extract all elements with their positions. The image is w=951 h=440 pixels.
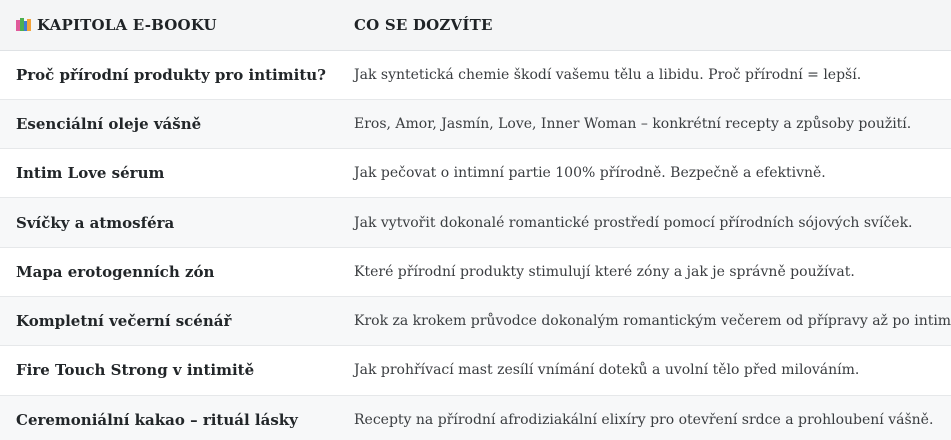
chapter-cell: Proč přírodní produkty pro intimitu? xyxy=(16,65,326,84)
description-cell: Jak syntetická chemie škodí vašemu tělu a libidu. Proč přírodní = lepší. xyxy=(354,66,862,83)
description-cell: Které přírodní produkty stimulují které zóny a jak je správně používat. xyxy=(354,263,855,280)
chapter-cell: Svíčky a atmosféra xyxy=(16,213,175,232)
table-header xyxy=(0,0,951,50)
table-row xyxy=(0,247,951,296)
header-chapter xyxy=(0,0,338,50)
chapter-cell: Esenciální oleje vášně xyxy=(16,114,202,133)
table-row xyxy=(0,198,951,247)
description-cell: Jak prohřívací mast zesílí vnímání doteků a uvolní tělo před milováním. xyxy=(354,362,860,379)
description-cell: Krok za krokem průvodce dokonalým romantickým večerem od přípravy až po intim xyxy=(354,313,951,330)
table-body xyxy=(0,50,951,440)
table-row xyxy=(0,395,951,440)
header-chapter-label: KAPITOLA E-BOOKU xyxy=(37,15,217,34)
table-header-row xyxy=(0,0,951,50)
table-row xyxy=(0,99,951,148)
description-cell: Recepty na přírodní afrodiziakální elixíry pro otevření srdce a prohloubení vášně. xyxy=(354,411,934,428)
chapter-cell: Fire Touch Strong v intimitě xyxy=(16,361,255,380)
description-cell: Jak pečovat o intimní partie 100% přírodně. Bezpečně a efektivně. xyxy=(354,165,826,182)
table-row xyxy=(0,50,951,99)
chapter-cell: Kompletní večerní scénář xyxy=(16,312,232,331)
table-row xyxy=(0,346,951,395)
table-row xyxy=(0,296,951,345)
books-icon xyxy=(16,17,31,30)
chapter-cell: Ceremoniální kakao – rituál lásky xyxy=(16,410,298,429)
chapter-cell: Intim Love sérum xyxy=(16,164,165,183)
description-cell: Eros, Amor, Jasmín, Love, Inner Woman – konkrétní recepty a způsoby použití. xyxy=(354,115,912,132)
chapter-cell: Mapa erotogenních zón xyxy=(16,262,215,281)
table-row xyxy=(0,149,951,198)
description-cell: Jak vytvořit dokonalé romantické prostředí pomocí přírodních sójových svíček. xyxy=(354,214,913,231)
header-description xyxy=(338,0,951,50)
header-description-label: CO SE DOZVÍTE xyxy=(354,15,493,34)
